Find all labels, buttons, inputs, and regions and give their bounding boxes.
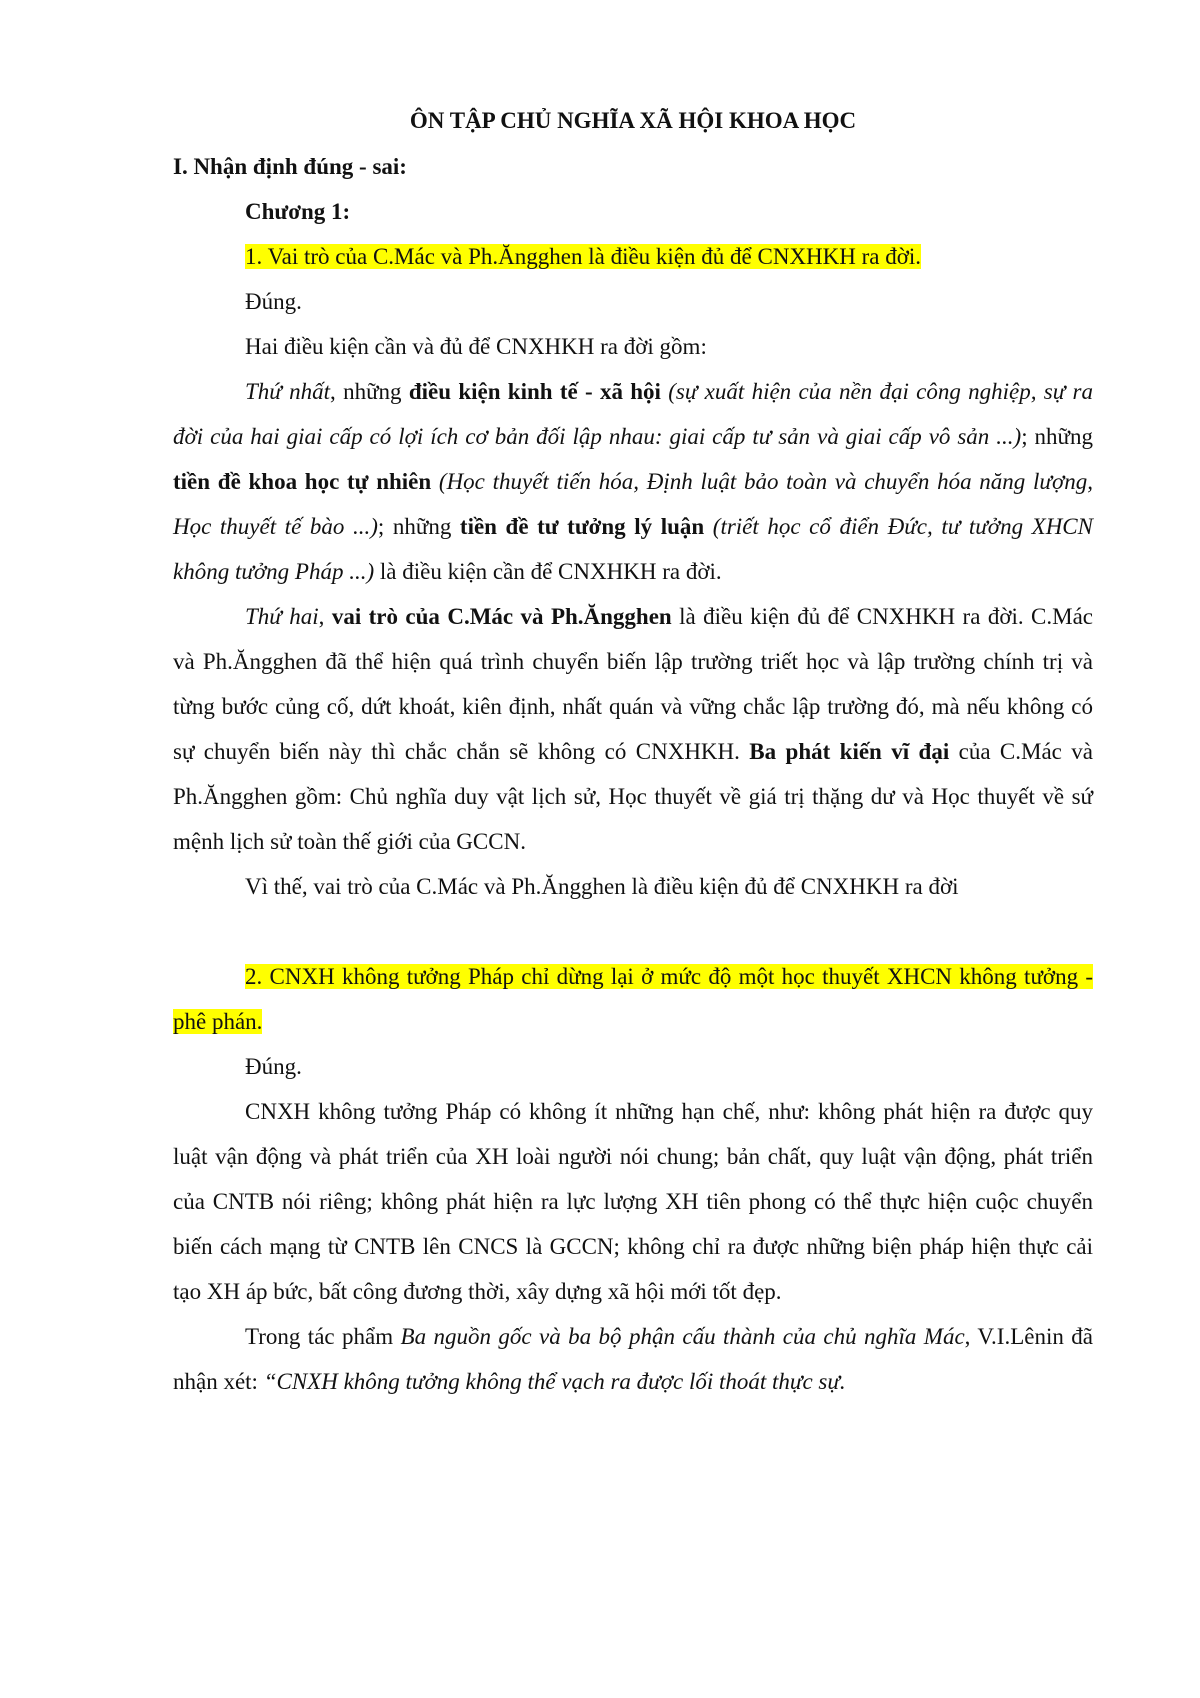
text-italic: “CNXH không tưởng không thể vạch ra được lối thoát thực sự. [263, 1369, 846, 1394]
chapter-heading: Chương 1: [245, 199, 351, 224]
question-1-highlight: 1. Vai trò của C.Mác và Ph.Ăngghen là điều kiện đủ để CNXHKH ra đời. [245, 244, 922, 269]
text-italic: (sự xuất hiện của nền đại công nghiệp, sự ra đời của hai giai cấp có lợi ích cơ bản đối lập nhau: giai cấp tư sản và giai cấp vô sản ...) [173, 379, 1094, 449]
question-1-paragraph-2 [173, 594, 1093, 864]
text-italic: (Học thuyết tiến hóa, Định luật bảo toàn và chuyển hóa năng lượng, Học thuyết tế bào ...) [173, 469, 1093, 539]
text: , V.I.Lênin đã nhận xét: [173, 1324, 1093, 1394]
question-2-paragraph-2 [173, 1314, 1093, 1404]
text-bold: điều kiện kinh tế - xã hội [408, 379, 661, 404]
section-heading: I. Nhận định đúng - sai: [173, 154, 407, 179]
text: , [318, 604, 332, 629]
text-bold: tiền đề tư tưởng lý luận [459, 514, 705, 539]
document-page [173, 98, 1093, 1404]
question-1-conclusion: Vì thế, vai trò của C.Mác và Ph.Ăngghen là điều kiện đủ để CNXHKH ra đời [245, 874, 959, 899]
text-italic: Ba nguồn gốc và ba bộ phận cấu thành của chủ nghĩa Mác [400, 1324, 965, 1349]
document-title: ÔN TẬP CHỦ NGHĨA XÃ HỘI KHOA HỌC [409, 108, 857, 133]
spacer [173, 909, 1093, 954]
question-1 [173, 234, 1093, 279]
text-italic: (triết học cổ điển Đức, tư tưởng XHCN không tưởng Pháp ...) [173, 514, 1093, 584]
question-2-paragraph-1: CNXH không tưởng Pháp có không ít những hạn chế, như: không phát hiện ra được quy luật vận động và phát triển của XH loài người nói chung; bản chất, quy luật vận động, phát triển của CNTB nói riêng; không phát hiện ra lực lượng XH tiên phong có thể thực hiện cuộc chuyển biến cách mạng từ CNTB lên CNCS là GCCN; không chỉ ra được những biện pháp hiện thực cải tạo XH áp bức, bất công đương thời, xây dựng xã hội mới tốt đẹp. [173, 1099, 1093, 1304]
question-2-verdict: Đúng. [245, 1054, 302, 1079]
text: , những [330, 379, 409, 404]
text: là điều kiện cần để CNXHKH ra đời. [374, 559, 722, 584]
text: Trong tác phẩm [245, 1324, 401, 1349]
question-1-intro: Hai điều kiện cần và đủ để CNXHKH ra đời gồm: [245, 334, 707, 359]
question-1-verdict: Đúng. [245, 289, 302, 314]
text: ; những [1021, 424, 1093, 449]
text: ; những [377, 514, 460, 539]
text-italic: Thứ hai [245, 604, 319, 629]
text: của C.Mác và Ph.Ăngghen gồm: Chủ nghĩa duy vật lịch sử, Học thuyết về giá trị thặng dư và Học thuyết về sứ mệnh lịch sử toàn thế giới của GCCN. [173, 739, 1093, 854]
question-2-highlight: 2. CNXH không tưởng Pháp chỉ dừng lại ở mức độ một học thuyết XHCN không tưởng - phê phán. [173, 964, 1093, 1034]
question-2 [173, 954, 1093, 1044]
text-italic: Thứ nhất [245, 379, 331, 404]
text-bold: vai trò của C.Mác và Ph.Ăngghen [331, 604, 672, 629]
question-1-paragraph-1 [173, 369, 1093, 594]
text-bold: tiền đề khoa học tự nhiên [173, 469, 432, 494]
text-bold: Ba phát kiến vĩ đại [749, 739, 950, 764]
text: là điều kiện đủ để CNXHKH ra đời. C.Mác và Ph.Ăngghen đã thể hiện quá trình chuyển biến lập trường triết học và lập trường chính trị và từng bước củng cố, dứt khoát, kiên định, nhất quán và vững chắc lập trường đó, mà nếu không có sự chuyển biến này thì chắc chắn sẽ không có CNXHKH. [173, 604, 1094, 764]
